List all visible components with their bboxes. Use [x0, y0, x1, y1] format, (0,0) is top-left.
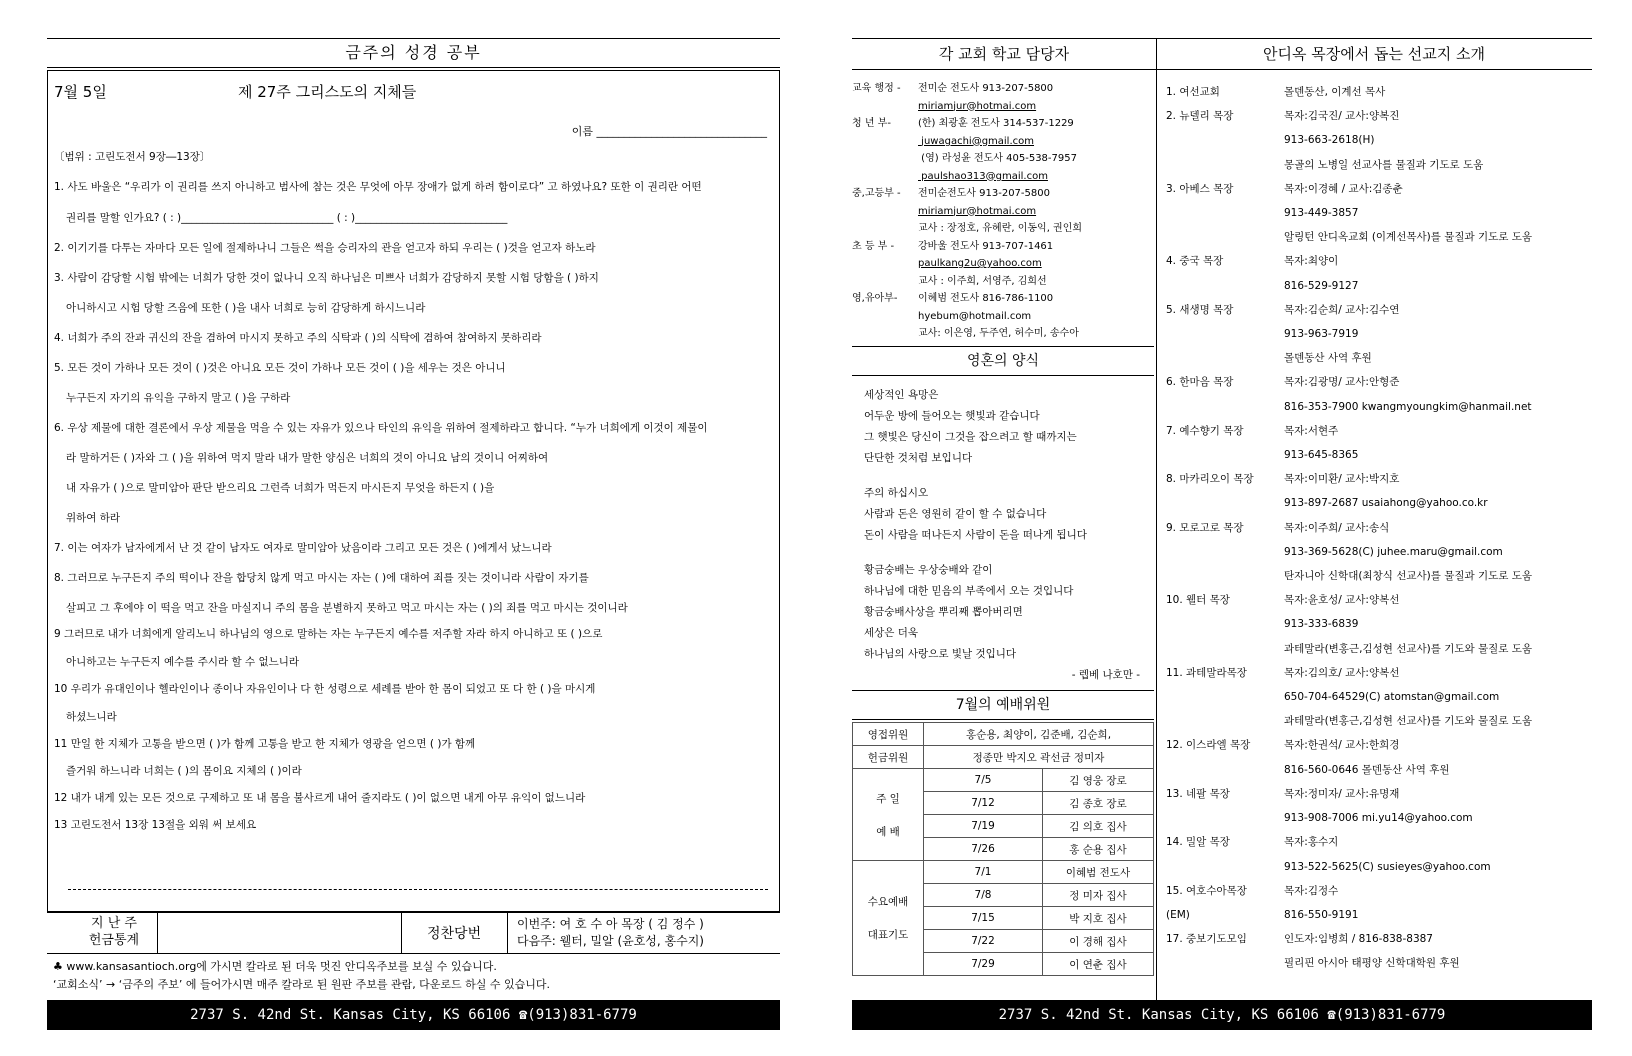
staff-info: 전미순전도사 913-207-5800 [918, 188, 1050, 199]
divider [507, 913, 508, 953]
mission-row [1166, 709, 1586, 733]
poem-line: 세상은 더욱 [864, 627, 919, 639]
staff-title: 각 교회 학교 담당자 [852, 38, 1156, 70]
meal-duty-schedule [517, 916, 704, 950]
mission-row [1166, 80, 1586, 104]
mission-detail: 목자:홍수지 [1284, 836, 1339, 849]
mission-row [1166, 104, 1586, 128]
staff-dept: 영,유아부- [852, 293, 898, 304]
label-line: 대표기도 [867, 929, 909, 941]
mission-group [1166, 491, 1284, 515]
mission-group [1166, 274, 1284, 298]
mission-row [1166, 588, 1586, 612]
mission-group [1166, 685, 1284, 709]
mission-group [1166, 540, 1284, 564]
left-page [47, 0, 780, 1056]
staff-row [852, 203, 1082, 221]
staff-row [852, 98, 1082, 116]
offering-committee-names: 정종만 박지오 곽선금 정미자 [924, 746, 1154, 769]
prayer-leader: 박 지호 집사 [1043, 907, 1154, 930]
question-line: 하셨느니라 [66, 711, 117, 723]
poem-line: 세상적인 욕망은 [864, 389, 939, 401]
prayer-leader: 이 연춘 집사 [1043, 953, 1154, 976]
staff-row [852, 325, 1082, 343]
worship-table [852, 722, 1154, 976]
mission-group: 5. 새생명 목장 [1166, 303, 1234, 316]
mission-group: (EM) [1166, 908, 1190, 921]
lesson-title: 제 27주 그리스도의 지체들 [238, 83, 417, 101]
question-line: 내 자유가 ( )으로 말미암아 판단 받으리요 그런즉 너희가 먹든지 마시든지 무엇을 하든지 ( )을 [66, 482, 495, 494]
mission-group [1166, 322, 1284, 346]
missions-list [1166, 80, 1586, 976]
mission-row [1166, 274, 1586, 298]
mission-detail: 알링턴 안디옥교회 (이계선목사)를 물질과 기도로 도움 [1284, 231, 1533, 244]
mission-group: 3. 아베스 목장 [1166, 182, 1234, 195]
staff-info: hyebum@hotmail.com [918, 310, 1032, 322]
mission-detail: 목자:이경혜 / 교사:김종춘 [1284, 182, 1403, 195]
question-line: 살피고 그 후에야 이 떡을 먹고 잔을 마실지니 주의 몸을 분별하지 못하고 먹고 마시는 자는 ( )의 죄를 먹고 마시는 것이니라 [66, 602, 628, 614]
mission-group [1166, 855, 1284, 879]
staff-row [852, 255, 1082, 273]
question-line: 5. 모든 것이 가하나 모든 것이 ( )것은 아니요 모든 것이 가하나 모든 것이 ( )을 세우는 것은 아니니 [54, 362, 506, 374]
divider [157, 913, 158, 953]
mission-detail: 인도자:임병희 / 816-838-8387 [1284, 933, 1433, 946]
devotion-title: 영혼의 양식 [852, 346, 1154, 376]
staff-row [852, 80, 1082, 98]
question-line: 라 말하거든 ( )자와 그 ( )을 위하여 먹지 말라 내가 말한 양심은 너희의 것이 아니요 남의 것이니 어찌하여 [66, 452, 549, 464]
question-line: 4. 너희가 주의 잔과 귀신의 잔을 겸하여 마시지 못하고 주의 식탁과 ( )의 식탁에 겸하여 참여하지 못하리라 [54, 332, 542, 344]
mission-group [1166, 564, 1284, 588]
poem-line: 그 햇빛은 당신이 그것을 잡으려고 할 때까지는 [864, 431, 1077, 443]
mission-row [1166, 806, 1586, 830]
mission-detail: 몽골의 노병일 선교사를 물질과 기도로 도움 [1284, 158, 1484, 171]
offering-committee-label: 헌금위원 [853, 746, 924, 769]
question-line: 아니하시고 시험 당할 즈음에 또한 ( )을 내사 너희로 능히 감당하게 하시느니라 [66, 302, 426, 314]
right-page [852, 0, 1592, 1056]
devotion-poem [864, 385, 1140, 686]
table-row [853, 746, 1154, 769]
mission-group [1166, 153, 1284, 177]
staff-info: (영) 라성윤 전도사 405-538-7957 [918, 153, 1077, 164]
staff-info: 전미순 전도사 913-207-5800 [918, 83, 1054, 94]
mission-row [1166, 516, 1586, 540]
mission-detail: 816-560-0646 몰덴동산 사역 후원 [1284, 763, 1450, 776]
poem-line: 어두운 방에 들어오는 햇빛과 같습니다 [864, 410, 1040, 422]
mission-row [1166, 249, 1586, 273]
staff-dept: 청 년 부- [852, 118, 891, 129]
mission-detail: 목자:윤호성/ 교사:양복선 [1284, 594, 1400, 607]
greeter-label: 영접위원 [853, 723, 924, 746]
missions-title: 안디옥 목장에서 돕는 선교지 소개 [1156, 38, 1592, 70]
prayer-leader: 김 영웅 장로 [1043, 769, 1154, 792]
staff-info: 교사 : 이주희, 서영주, 김희선 [918, 275, 1047, 287]
mission-row [1166, 758, 1586, 782]
mission-detail: 목자:김국진/ 교사:양복진 [1284, 110, 1400, 123]
info-row [47, 912, 780, 954]
mission-group [1166, 346, 1284, 370]
mission-detail: 목자:최양이 [1284, 255, 1339, 268]
prayer-leader: 이 경해 집사 [1043, 930, 1154, 953]
mission-row [1166, 927, 1586, 951]
prayer-leader: 김 의호 집사 [1043, 815, 1154, 838]
poem-line: 사람과 돈은 영원히 같이 할 수 없습니다 [864, 508, 1047, 520]
question-line: 8. 그러므로 누구든지 주의 떡이나 잔을 합당치 않게 먹고 마시는 자는 ( )에 대하여 죄를 짓는 것이니라 사람이 자기를 [54, 572, 589, 584]
staff-dept: 중,고등부 - [852, 188, 901, 199]
mission-row [1166, 612, 1586, 636]
mission-group: 8. 마카리오이 목장 [1166, 473, 1254, 486]
mission-group [1166, 443, 1284, 467]
staff-info: 교사: 이은영, 두주연, 허수미, 송수아 [918, 328, 1079, 339]
staff-row [852, 290, 1082, 308]
mission-detail: 913-449-3857 [1284, 207, 1359, 220]
mission-detail: 목자:이미환/ 교사:박지호 [1284, 473, 1400, 486]
poem-line: 단단한 것처럼 보입니다 [864, 452, 973, 464]
staff-row [852, 150, 1082, 168]
mission-detail: 목자:이주희/ 교사:송식 [1284, 521, 1390, 534]
poem-author: - 렙베 나호만 - [1071, 669, 1140, 681]
question-line: 3. 사람이 감당할 시험 밖에는 너희가 당한 것이 없나니 오직 하나님은 미쁘사 너희가 감당하지 못할 시험 당함을 ( )하지 [54, 272, 599, 284]
service-date: 7/29 [924, 953, 1043, 976]
mission-row [1166, 443, 1586, 467]
poem-line: 주의 하십시오 [864, 487, 929, 499]
mission-row [1166, 685, 1586, 709]
mission-group [1166, 637, 1284, 661]
mission-group [1166, 806, 1284, 830]
mission-group: 12. 이스라엘 목장 [1166, 739, 1251, 752]
staff-info: 교사 : 장정호, 유혜란, 이동익, 권인희 [918, 223, 1083, 234]
service-date: 7/12 [924, 792, 1043, 815]
greeter-names: 홍순용, 최양이, 김준배, 김순희, [924, 723, 1154, 746]
staff-info[interactable]: paulshao313@gmail.com [918, 170, 1048, 182]
staff-info: (한) 최광훈 전도사 314-537-1229 [918, 118, 1074, 129]
mission-detail: 816-529-9127 [1284, 279, 1359, 292]
wednesday-worship-label [853, 861, 924, 976]
mission-group: 2. 뉴델리 목장 [1166, 110, 1234, 123]
mission-row [1166, 879, 1586, 903]
mission-row [1166, 830, 1586, 854]
label-line: 주 일 [876, 792, 900, 805]
meal-duty-label: 정찬당번 [427, 926, 482, 942]
mission-detail: 목자:김광명/ 교사:안형준 [1284, 376, 1400, 389]
service-date: 7/1 [924, 861, 1043, 884]
mission-group: 7. 예수향기 목장 [1166, 424, 1244, 437]
question-line: 권리를 말할 인가요? ( : )_____________________________ ( : )_____________________________ [66, 212, 508, 224]
mission-row [1166, 661, 1586, 685]
duty-next-week: 다음주: 웰터, 밀알 (윤호성, 홍수지) [517, 934, 704, 948]
mission-detail: 몰덴동산, 이계선 목사 [1284, 86, 1386, 98]
mission-detail: 913-963-7919 [1284, 328, 1359, 341]
mission-row [1166, 322, 1586, 346]
staff-info: 이혜범 전도사 816-786-1100 [918, 293, 1054, 304]
mission-detail: 913-897-2687 usaiahong@yahoo.co.kr [1284, 497, 1488, 510]
mission-row [1166, 225, 1586, 249]
mission-row [1166, 201, 1586, 225]
mission-group [1166, 225, 1284, 249]
service-date: 7/26 [924, 838, 1043, 861]
mission-detail: 목자:정미자/ 교사:유명재 [1284, 787, 1400, 800]
question-line: 위하여 하라 [66, 512, 121, 524]
mission-detail: 913-645-8365 [1284, 449, 1359, 462]
worship-title: 7월의 예배위원 [852, 690, 1154, 720]
mission-group: 10. 웰터 목장 [1166, 594, 1230, 607]
notice-line-2: ‘교회소식’ → ‘금주의 주보’ 에 들어가시면 매주 칼라로 된 원판 주보를 관람, 다운로드 하실 수 있습니다. [53, 978, 551, 991]
mission-detail: 과테말라(변홍근,김성현 선교사)를 기도와 물질로 도움 [1284, 642, 1533, 655]
table-row [853, 723, 1154, 746]
poem-line: 황금숭배사상을 뿌리째 뽑아버리면 [864, 606, 1023, 618]
label-line: 수요예배 [867, 896, 909, 908]
staff-info[interactable]: juwagachi@gmail.com [918, 135, 1035, 147]
table-row [853, 861, 1154, 884]
poem-line: 하나님의 사랑으로 빛날 것입니다 [864, 648, 1017, 660]
mission-group [1166, 395, 1284, 419]
question-line: 즐거워 하느니라 너희는 ( )의 몸이요 지체의 ( )이라 [66, 765, 302, 777]
mission-detail: 목자:김정수 [1284, 884, 1339, 897]
mission-group [1166, 951, 1284, 975]
mission-row [1166, 855, 1586, 879]
offering-stats-label [69, 915, 159, 949]
question-line: 2. 이기기를 다투는 자마다 모든 일에 절제하나니 그들은 썩을 승리자의 관을 얻고자 하되 우리는 ( )것을 얻고자 하노라 [54, 242, 596, 254]
name-field[interactable]: 이름 _______________________________ [571, 125, 767, 138]
mission-row [1166, 733, 1586, 757]
mission-detail: 몰덴동산 사역 후원 [1284, 352, 1372, 365]
service-date: 7/19 [924, 815, 1043, 838]
table-row [853, 769, 1154, 792]
mission-row [1166, 467, 1586, 491]
stanza-gap [864, 469, 1140, 483]
question-line: 13 고린도전서 13장 13절을 외워 써 보세요 [54, 819, 257, 831]
mission-group: 4. 중국 목장 [1166, 255, 1224, 268]
notice-line-1: ♣ www.kansasantioch.org에 가시면 칼라로 된 더욱 멋진 안디옥주보를 보실 수 있습니다. [53, 960, 497, 973]
mission-group: 15. 여호수아목장 [1166, 884, 1247, 897]
answer-line [68, 889, 768, 890]
address-footer: 2737 S. 42nd St. Kansas City, KS 66106 ☎(913)831-6779 [852, 1000, 1592, 1030]
question-line: 11 만일 한 지체가 고통을 받으면 ( )가 함께 고통을 받고 한 지체가 영광을 얻으면 ( )가 함께 [54, 738, 476, 750]
question-line: 6. 우상 제물에 대한 결론에서 우상 제물을 먹을 수 있는 자유가 있으나 타인의 유익을 위하여 절제하라고 합니다. “누가 너희에게 이것이 제물이 [54, 422, 708, 434]
mission-detail: 913-522-5625(C) susieyes@yahoo.com [1284, 860, 1491, 873]
mission-group [1166, 201, 1284, 225]
mission-group [1166, 709, 1284, 733]
staff-list [852, 80, 1082, 343]
prayer-leader: 정 미자 집사 [1043, 884, 1154, 907]
staff-row [852, 168, 1082, 186]
mission-group: 11. 과테말라목장 [1166, 666, 1247, 679]
prayer-leader: 홍 순용 집사 [1043, 838, 1154, 861]
mission-row [1166, 637, 1586, 661]
poem-line: 황금숭배는 우상숭배와 같이 [864, 564, 993, 576]
website-notice [53, 958, 550, 994]
mission-row [1166, 128, 1586, 152]
mission-group: 17. 중보기도모임 [1166, 933, 1247, 946]
mission-detail: 816-353-7900 kwangmyoungkim@hanmail.net [1284, 400, 1532, 413]
mission-row [1166, 153, 1586, 177]
poem-line: 돈이 사람을 떠나든지 사람이 돈을 떠나게 됩니다 [864, 529, 1087, 541]
mission-detail: 목자:김의호/ 교사:양복선 [1284, 666, 1400, 679]
mission-row [1166, 903, 1586, 927]
offering-label-line2: 헌금통계 [88, 933, 140, 948]
mission-row [1166, 298, 1586, 322]
question-line: 9 그러므로 내가 너희에게 알리노니 하나님의 영으로 말하는 자는 누구든지 예수를 저주할 자라 하지 아니하고 또 ( )으로 [54, 628, 603, 640]
poem-line: 하나님에 대한 믿음의 부족에서 오는 것입니다 [864, 585, 1074, 597]
question-line: 〔범위 : 고린도전서 9장―13장〕 [54, 151, 211, 163]
mission-group: 6. 한마음 목장 [1166, 376, 1234, 389]
staff-dept: 초 등 부 - [852, 240, 895, 252]
staff-row [852, 133, 1082, 151]
mission-detail: 913-369-5628(C) juhee.maru@gmail.com [1284, 545, 1503, 558]
question-line: 7. 이는 여자가 남자에게서 난 것 같이 남자도 여자로 말미암아 났음이라 그리고 모든 것은 ( )에게서 났느니라 [54, 542, 552, 554]
mission-row [1166, 951, 1586, 975]
mission-group: 14. 밀알 목장 [1166, 836, 1230, 849]
question-line: 12 내가 내게 있는 모든 것으로 구제하고 또 내 몸을 불사르게 내어 줄지라도 ( )이 없으면 내게 아무 유익이 없느니라 [54, 792, 586, 804]
duty-this-week: 이번주: 여 호 수 아 목장 ( 김 정수 ) [517, 917, 704, 931]
staff-info[interactable]: paulkang2u@yahoo.com [918, 258, 1042, 269]
mission-group: 13. 네팔 목장 [1166, 787, 1230, 800]
mission-detail: 650-704-64529(C) atomstan@gmail.com [1284, 691, 1500, 704]
mission-group: 1. 여선교회 [1166, 86, 1220, 98]
mission-detail: 목자:서현주 [1284, 424, 1339, 437]
staff-row [852, 308, 1082, 326]
mission-detail: 탄자니아 신학대(최창식 선교사)를 물질과 기도로 도움 [1284, 570, 1533, 583]
mission-detail: 913-663-2618(H) [1284, 134, 1375, 147]
lesson-date: 7월 5일 [54, 83, 107, 101]
mission-row [1166, 782, 1586, 806]
bible-study-box [47, 70, 780, 912]
question-line: 아니하고는 누구든지 예수를 주시라 할 수 없느니라 [66, 656, 300, 668]
mission-group: 9. 모로고로 목장 [1166, 521, 1244, 534]
staff-row [852, 115, 1082, 133]
label-line: 예 배 [876, 825, 900, 838]
mission-detail: 913-908-7006 mi.yu14@yahoo.com [1284, 812, 1473, 825]
mission-detail: 816-550-9191 [1284, 908, 1359, 921]
service-date: 7/8 [924, 884, 1043, 907]
mission-detail: 과테말라(변홍근,김성현 선교사)를 기도와 물질로 도움 [1284, 715, 1533, 728]
service-date: 7/5 [924, 769, 1043, 792]
mission-detail: 목자:한권석/ 교사:한희경 [1284, 739, 1400, 752]
staff-dept: 교육 행정 - [852, 83, 901, 94]
mission-detail: 필리핀 아시아 태평양 신학대학원 후원 [1284, 957, 1460, 970]
staff-row [852, 220, 1082, 238]
prayer-leader: 김 종호 장로 [1043, 792, 1154, 815]
service-date: 7/15 [924, 907, 1043, 930]
mission-row [1166, 346, 1586, 370]
bible-study-title: 금주의 성경 공부 [47, 38, 780, 68]
sunday-worship-label [853, 769, 924, 861]
question-line: 누구든지 자기의 유익을 구하지 말고 ( )을 구하라 [66, 392, 291, 404]
question-line: 10 우리가 유대인이나 헬라인이나 종이나 자유인이나 다 한 성령으로 세례를 받아 한 몸이 되었고 또 다 한 ( )을 마시게 [54, 683, 596, 695]
divider [401, 913, 402, 953]
mission-group [1166, 612, 1284, 636]
mission-row [1166, 370, 1586, 394]
staff-info: 강바울 전도사 913-707-1461 [918, 240, 1054, 252]
column-divider [1156, 38, 1157, 1000]
mission-row [1166, 395, 1586, 419]
mission-group [1166, 758, 1284, 782]
staff-info[interactable]: miriamjur@hotmai.com [918, 205, 1037, 217]
mission-group [1166, 128, 1284, 152]
service-date: 7/22 [924, 930, 1043, 953]
mission-row [1166, 540, 1586, 564]
prayer-leader: 이혜범 전도사 [1043, 861, 1154, 884]
mission-detail: 913-333-6839 [1284, 618, 1359, 631]
address-footer: 2737 S. 42nd St. Kansas City, KS 66106 ☎(913)831-6779 [47, 1000, 780, 1030]
question-line: 1. 사도 바울은 “우리가 이 권리를 쓰지 아니하고 범사에 참는 것은 무엇에 아무 장애가 없게 하려 함이로다” 고 하였나요? 또한 이 권리란 어떤 [54, 181, 702, 193]
offering-label-line1: 지 난 주 [91, 916, 137, 931]
mission-row [1166, 564, 1586, 588]
staff-row [852, 238, 1082, 256]
staff-row [852, 185, 1082, 203]
mission-row [1166, 419, 1586, 443]
mission-row [1166, 491, 1586, 515]
mission-detail: 목자:김순희/ 교사:김수연 [1284, 303, 1400, 316]
stanza-gap [864, 546, 1140, 560]
staff-row [852, 273, 1082, 291]
mission-row [1166, 177, 1586, 201]
staff-info[interactable]: miriamjur@hotmai.com [918, 100, 1037, 112]
